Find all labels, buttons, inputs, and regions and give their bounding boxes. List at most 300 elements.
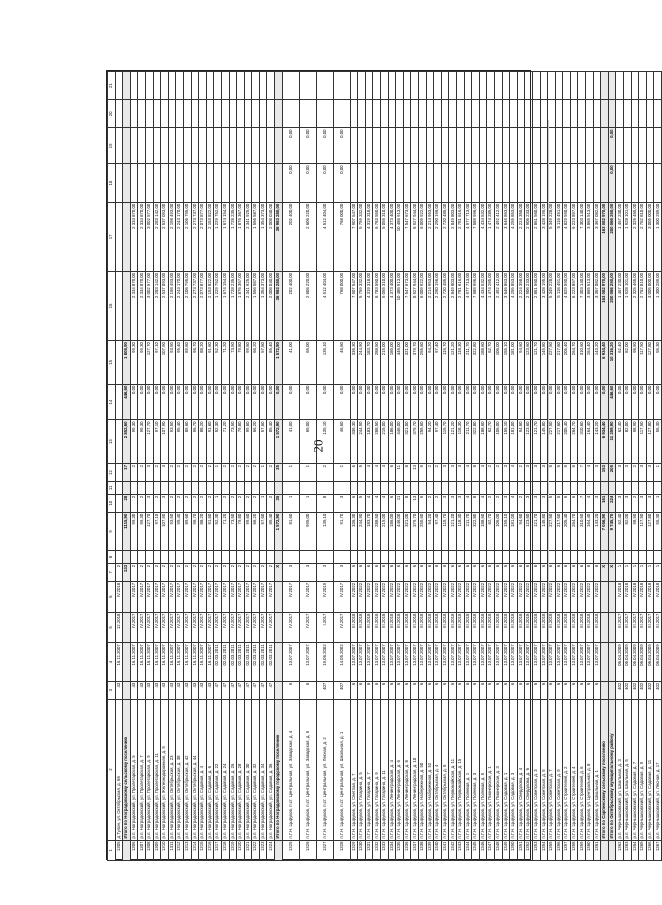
table-cell: 2 — [221, 494, 229, 512]
table-cell: 1326 — [299, 840, 316, 860]
table-cell: 13.07.2007 — [456, 643, 464, 681]
table-cell: 2 — [176, 494, 184, 512]
table-cell: IV.2017 — [191, 581, 199, 612]
table-cell — [123, 100, 131, 128]
table-cell: 211,70 — [464, 512, 472, 550]
table-cell — [299, 481, 316, 494]
table-cell: 2 — [434, 494, 442, 512]
table-cell: 0,00 — [578, 384, 586, 420]
table-cell: 6 — [365, 681, 373, 699]
table-row — [419, 72, 427, 861]
table-cell — [532, 128, 540, 164]
table-cell: 3 — [540, 494, 548, 512]
table-cell — [199, 551, 207, 564]
table-cell: 183,70 — [365, 512, 373, 550]
table-cell — [510, 164, 518, 202]
table-cell: 6 — [381, 563, 389, 581]
table-cell: 0,00 — [333, 164, 350, 202]
table-row — [115, 72, 123, 861]
table-cell: IV.2017 — [252, 581, 260, 612]
table-cell — [199, 164, 207, 202]
table-cell: 6 — [464, 563, 472, 581]
table-cell — [275, 681, 283, 699]
table-cell: 117,50 — [639, 420, 647, 464]
table-cell: 55,30 — [654, 512, 662, 550]
table-cell: 0,00 — [624, 384, 632, 420]
table-cell: 16.11.2007 — [130, 643, 138, 681]
table-cell: 1344 — [464, 840, 472, 860]
table-cell: 02.03.2011 — [267, 643, 275, 681]
table-cell — [525, 164, 533, 202]
table-cell — [115, 72, 123, 100]
table-cell: 123,60 — [525, 341, 533, 385]
table-cell: 2 — [229, 494, 237, 512]
table-cell — [449, 164, 457, 202]
table-cell: 121,20 — [449, 420, 457, 464]
table-cell: 1339 — [426, 840, 434, 860]
table-cell: 1 876 367,00 — [237, 271, 245, 340]
table-cell: 43 — [138, 681, 146, 699]
table-cell — [138, 164, 146, 202]
table-cell: 43 — [168, 681, 176, 699]
column-header: 2 — [108, 699, 116, 840]
table-cell — [487, 128, 495, 164]
table-cell: 6 — [479, 681, 487, 699]
table-cell: IV.2018 — [631, 581, 639, 612]
table-cell: 255,60 — [419, 341, 427, 385]
table-cell: III.2018 — [381, 612, 389, 643]
table-cell: 1343 — [456, 840, 464, 860]
table-cell: 6 — [388, 563, 396, 581]
table-cell: 43 — [161, 681, 169, 699]
table-row — [540, 72, 548, 861]
table-cell: 6 — [570, 464, 578, 482]
table-cell: 3 — [161, 494, 169, 512]
address-cell: п.Г.Н. Цыруков, ул. Свердлова, д. 4 — [517, 699, 525, 840]
table-cell: III.2018 — [532, 612, 540, 643]
table-cell: 3 428 195,00 — [540, 271, 548, 340]
table-cell: 336,30 — [350, 420, 358, 464]
table-cell: 6 — [388, 681, 396, 699]
table-cell: 6 — [388, 494, 396, 512]
table-cell: 13.07.2007 — [396, 643, 404, 681]
table-cell — [479, 100, 487, 128]
table-cell: 19.06.2002 — [316, 643, 333, 681]
table-row — [237, 72, 245, 861]
table-cell: 5 349 228,00 — [548, 271, 556, 340]
table-cell — [145, 100, 153, 128]
table-cell: 6 — [350, 464, 358, 482]
table-cell: 1 — [299, 464, 316, 482]
total-row — [601, 72, 609, 861]
table-cell — [578, 72, 586, 100]
table-cell: 1341 — [441, 840, 449, 860]
table-cell: 186,00 — [388, 341, 396, 385]
table-cell: 13 — [411, 464, 419, 482]
table-cell — [517, 100, 525, 128]
table-cell — [388, 100, 396, 128]
table-cell — [206, 100, 214, 128]
table-cell: 117,50 — [639, 341, 647, 385]
table-cell: 2 606 220,00 — [299, 202, 316, 271]
table-cell: 143,20 — [593, 512, 601, 550]
table-cell: IV.2022 — [426, 581, 434, 612]
table-cell — [358, 164, 366, 202]
table-cell — [624, 100, 632, 128]
table-cell: 71,20 — [221, 420, 229, 464]
table-cell: 2 — [206, 494, 214, 512]
table-cell: 0,00 — [316, 128, 333, 164]
table-cell — [563, 481, 571, 494]
table-cell — [145, 164, 153, 202]
table-cell: 93,50 — [168, 341, 176, 385]
table-cell: 0,00 — [601, 384, 609, 420]
table-cell — [601, 551, 609, 564]
table-cell: 02.03.2011 — [229, 643, 237, 681]
table-cell: 0,00 — [403, 384, 411, 420]
table-cell: 1 — [333, 464, 350, 482]
table-cell: 2 — [494, 464, 502, 482]
table-cell: 1 — [214, 494, 222, 512]
table-cell — [115, 341, 123, 385]
table-row — [350, 72, 358, 861]
table-cell: 135,10 — [316, 512, 333, 550]
table-row — [373, 72, 381, 861]
table-cell: 06.04.2009 — [639, 643, 647, 681]
table-cell: 2 — [130, 494, 138, 512]
table-cell: 0,00 — [229, 384, 237, 420]
table-cell: 3 — [639, 464, 647, 482]
table-cell: 0,00 — [350, 384, 358, 420]
table-cell — [525, 72, 533, 100]
table-cell: IV.2017 — [145, 581, 153, 612]
table-cell: 2 008 040,00 — [267, 202, 275, 271]
table-cell: 6 — [441, 681, 449, 699]
table-cell: 106,00 — [494, 512, 502, 550]
table-cell: 1314 — [191, 840, 199, 860]
table-cell — [540, 128, 548, 164]
address-cell: р.п. Чернышковский, ул. Садовая, д. 9 — [639, 699, 647, 840]
table-cell — [494, 164, 502, 202]
address-cell: р.п. Ноградовский, ул. Садовая, д. 30 — [244, 699, 252, 840]
table-cell: 73,50 — [229, 341, 237, 385]
table-cell — [388, 128, 396, 164]
table-cell: 1 — [214, 464, 222, 482]
table-cell: 379,70 — [411, 341, 419, 385]
table-cell — [373, 72, 381, 100]
table-cell — [601, 481, 609, 494]
address-cell: п.Г.Н. Цыруков, п.ст. Центральная, ул. Заводская, д. 5 — [299, 699, 316, 840]
table-cell — [631, 481, 639, 494]
table-cell — [161, 551, 169, 564]
table-cell: 88,20 — [199, 512, 207, 550]
table-cell: 2 — [237, 563, 245, 581]
table-cell: 310,60 — [578, 341, 586, 385]
table-cell — [145, 481, 153, 494]
table-cell — [586, 164, 594, 202]
table-cell: 3 — [624, 464, 632, 482]
table-cell: 1366 — [646, 840, 654, 860]
table-cell — [206, 72, 214, 100]
table-cell: 1325 — [282, 840, 299, 860]
table-row — [494, 72, 502, 861]
table-cell — [316, 481, 333, 494]
table-cell — [396, 164, 404, 202]
table-cell — [654, 481, 662, 494]
table-row — [153, 72, 161, 861]
table-cell: IV.2017 — [299, 612, 316, 643]
table-cell — [563, 128, 571, 164]
table-cell — [244, 128, 252, 164]
table-cell — [586, 551, 594, 564]
table-cell: 62,40 — [616, 420, 624, 464]
table-cell — [601, 72, 609, 100]
table-cell — [350, 72, 358, 100]
table-cell: 0,00 — [333, 128, 350, 164]
table-cell: 16.11.2007 — [168, 643, 176, 681]
table-cell: 99,30 — [138, 341, 146, 385]
table-cell: IV.2017 — [176, 612, 184, 643]
table-cell: 99,60 — [244, 341, 252, 385]
table-cell: 0,00 — [548, 384, 556, 420]
table-cell — [267, 481, 275, 494]
table-cell: 1308 — [145, 840, 153, 860]
table-cell — [388, 72, 396, 100]
table-cell: 02.03.2011 — [237, 643, 245, 681]
table-row — [168, 72, 176, 861]
table-cell: 227,50 — [548, 512, 556, 550]
table-cell: 2 — [316, 464, 333, 482]
table-cell: III.2018 — [494, 612, 502, 643]
table-cell: 1 928 101,00 — [624, 202, 632, 271]
table-cell: 2 283 142,00 — [153, 202, 161, 271]
table-cell: 163 082 970,00 — [601, 271, 609, 340]
table-cell — [525, 551, 533, 564]
table-cell: 6 783 550,00 — [373, 271, 381, 340]
table-cell — [214, 72, 222, 100]
table-cell: 6 — [434, 681, 442, 699]
table-cell — [259, 72, 267, 100]
table-cell: 6 009 922,00 — [419, 202, 427, 271]
table-cell: 6 — [419, 681, 427, 699]
table-cell: 99,60 — [244, 512, 252, 550]
table-cell: 8 — [472, 464, 480, 482]
table-cell: 4 — [586, 494, 594, 512]
address-cell: п.Г.Н. Цыруков, ул. Строителей, д. 2 — [563, 699, 571, 840]
table-cell: IV.2017 — [176, 581, 184, 612]
table-cell: 7 — [578, 494, 586, 512]
table-cell: III.2017 — [631, 612, 639, 643]
address-cell: п.Г.Н. Цыруков, ул. Пионерская, д. 3 — [494, 699, 502, 840]
address-cell: п.Г.Н. Цыруков, ул. Ленинградская, д. 4 — [388, 699, 396, 840]
table-cell: 3 — [449, 494, 457, 512]
table-cell: III.2018 — [563, 612, 571, 643]
table-cell: IV.2018 — [646, 581, 654, 612]
table-cell — [153, 481, 161, 494]
table-row — [365, 72, 373, 861]
table-cell: 2 290 196,00 — [434, 271, 442, 340]
table-cell — [229, 128, 237, 164]
table-cell: 3 — [333, 494, 350, 512]
column-header: 12 — [108, 464, 116, 482]
table-cell — [388, 551, 396, 564]
table-cell — [510, 551, 518, 564]
table-cell: 6 — [434, 563, 442, 581]
table-cell: III.2018 — [388, 612, 396, 643]
table-cell: 2 849 803,00 — [449, 271, 457, 340]
table-cell — [532, 72, 540, 100]
table-cell: III.2018 — [578, 612, 586, 643]
table-cell — [275, 581, 283, 612]
table-cell — [631, 100, 639, 128]
table-cell: 127,70 — [145, 420, 153, 464]
table-cell: 1319 — [229, 840, 237, 860]
table-cell — [275, 72, 283, 100]
table-cell — [333, 551, 350, 564]
table-cell: 43 — [183, 681, 191, 699]
table-cell: 1 — [299, 494, 316, 512]
table-row — [624, 72, 632, 861]
address-cell: р.п. Ноградовский, ул. Октябрьская, д. 42 — [183, 699, 191, 840]
table-cell: 107,90 — [161, 341, 169, 385]
table-cell: IV.2022 — [441, 581, 449, 612]
table-cell: 3 — [449, 464, 457, 482]
table-row — [259, 72, 267, 861]
table-cell: 8 — [403, 494, 411, 512]
table-cell: 2 106 795,00 — [183, 271, 191, 340]
total-row — [608, 72, 616, 861]
table-cell — [316, 551, 333, 564]
table-cell: 43 — [199, 681, 207, 699]
table-cell: 71,20 — [221, 341, 229, 385]
table-cell: 6 — [540, 563, 548, 581]
table-cell — [365, 100, 373, 128]
table-cell — [464, 481, 472, 494]
table-cell: 0,00 — [316, 384, 333, 420]
table-cell: 0,00 — [183, 384, 191, 420]
table-cell: 121,20 — [449, 512, 457, 550]
table-cell — [510, 128, 518, 164]
table-cell — [593, 551, 601, 564]
table-cell — [411, 164, 419, 202]
table-cell — [168, 164, 176, 202]
table-cell: 6 — [449, 681, 457, 699]
address-cell: п.Г.Н. Цыруков, ул. Полевая, д. 5 — [479, 699, 487, 840]
table-cell: 47 — [214, 681, 222, 699]
table-cell: 57,60 — [259, 420, 267, 464]
table-cell: 13.07.2007 — [441, 643, 449, 681]
table-cell: 2 537 093,00 — [161, 271, 169, 340]
table-cell: IV.2017 — [199, 612, 207, 643]
table-row — [138, 72, 146, 861]
table-cell: 2 — [434, 464, 442, 482]
table-cell — [252, 100, 260, 128]
table-cell: 106,00 — [494, 420, 502, 464]
table-cell: 0,00 — [259, 384, 267, 420]
table-cell — [601, 840, 609, 860]
table-cell — [138, 481, 146, 494]
table-cell — [517, 551, 525, 564]
table-cell: 91,70 — [333, 512, 350, 550]
table-cell: 3 — [441, 494, 449, 512]
table-cell: 1351 — [517, 840, 525, 860]
table-cell — [578, 481, 586, 494]
table-cell: 3 — [624, 494, 632, 512]
table-cell — [130, 164, 138, 202]
address-cell: р.п. Чернышковский, ул. Садовая, д. 11 — [646, 699, 654, 840]
table-cell — [168, 551, 176, 564]
table-cell: 2 243 170,00 — [176, 271, 184, 340]
table-cell — [639, 72, 647, 100]
table-cell: 6 — [456, 681, 464, 699]
page-edge-line — [548, 120, 555, 820]
table-cell: 2 — [244, 464, 252, 482]
table-cell: 1333 — [381, 840, 389, 860]
table-cell — [153, 164, 161, 202]
table-cell: 6 — [563, 681, 571, 699]
address-cell: п.Г.Н. Цыруков, ул. Свердлова, д. 6 — [525, 699, 533, 840]
table-cell: IV.2022 — [411, 581, 419, 612]
table-cell: 3 — [316, 563, 333, 581]
table-cell: 4 434 532,00 — [479, 202, 487, 271]
table-cell: 4 — [464, 494, 472, 512]
table-cell: 1307 — [138, 840, 146, 860]
table-row — [578, 72, 586, 861]
table-cell — [517, 481, 525, 494]
table-cell: IV.2017 — [138, 612, 146, 643]
table-cell — [419, 72, 427, 100]
table-row — [479, 72, 487, 861]
table-cell — [624, 164, 632, 202]
table-cell — [608, 72, 616, 100]
table-cell: X — [608, 563, 616, 581]
table-cell: 2 153 822,00 — [206, 202, 214, 271]
table-cell — [616, 72, 624, 100]
table-cell — [654, 72, 662, 100]
table-cell: 4 — [510, 494, 518, 512]
table-cell: 8 927 944,00 — [411, 202, 419, 271]
table-cell: IV.2017 — [259, 581, 267, 612]
table-cell — [646, 100, 654, 128]
table-cell: 1 556 587,00 — [252, 271, 260, 340]
table-row — [358, 72, 366, 861]
table-cell — [570, 551, 578, 564]
table-cell: 6 — [350, 494, 358, 512]
table-cell — [373, 128, 381, 164]
table-cell: 79,80 — [237, 341, 245, 385]
table-cell — [183, 128, 191, 164]
table-cell — [214, 481, 222, 494]
table-cell: 94,20 — [426, 341, 434, 385]
table-cell: 47 — [259, 681, 267, 699]
table-cell: 3 — [593, 464, 601, 482]
table-cell — [229, 100, 237, 128]
table-cell: 4 512 404,00 — [316, 271, 333, 340]
address-cell: р.п. Ноградовский, ул. Октябрьская, д. 44 — [191, 699, 199, 840]
table-cell: 6 — [350, 563, 358, 581]
table-cell: 47 — [229, 681, 237, 699]
table-cell — [275, 551, 283, 564]
table-cell: 7 056,90 — [601, 512, 609, 550]
table-cell: 88,20 — [199, 341, 207, 385]
table-cell — [168, 100, 176, 128]
table-cell — [472, 481, 480, 494]
address-cell: п.Г.Н. Цыруков, ул. Советская, д. 7 — [548, 699, 556, 840]
table-cell: 36 983 280,00 — [275, 202, 283, 271]
table-cell — [123, 643, 131, 681]
table-cell: 3 — [145, 494, 153, 512]
table-cell — [586, 481, 594, 494]
